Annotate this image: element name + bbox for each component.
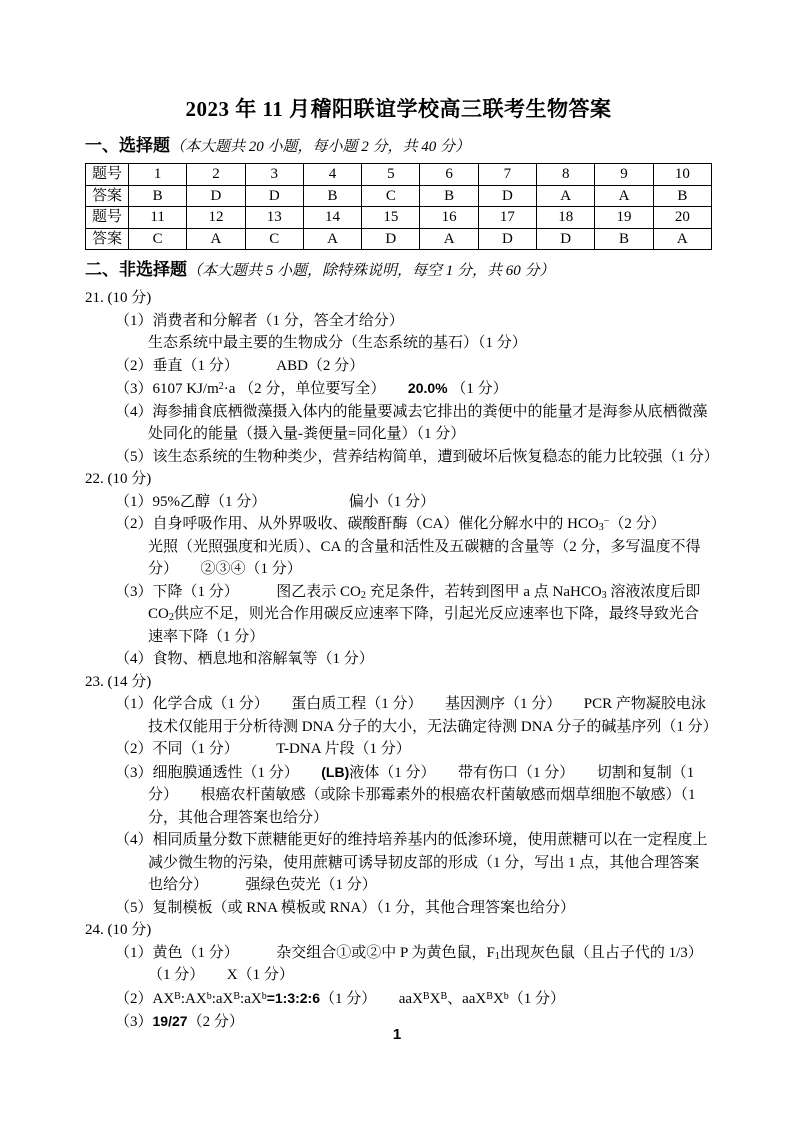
- section2-heading-note: （本大题共 5 小题，除特殊说明，每空 1 分，共 60 分）: [187, 263, 555, 279]
- question-23-item-3: （3）细胞膜通透性（1 分） (LB)液体（1 分） 带有伤口（1 分） 切割和复制（1 分） 根癌农杆菌敏感（或除卡那霉素外的根癌农杆菌敏感而烟草细胞不敏感）（1 分，其他合理答案也给分）: [115, 763, 696, 826]
- table-cell: C: [245, 228, 303, 250]
- question-number: 21.: [85, 290, 104, 306]
- question-number-row: [86, 207, 712, 229]
- question-21-item-4: （4）海参捕食底栖微藻摄入体内的能量要减去它排出的粪便中的能量才是海参从底栖微藻处同化的能量（摄入量-粪便量=同化量）（1 分）: [115, 403, 708, 442]
- question-22-item-2: （2）自身呼吸作用、从外界吸收、碳酸酐酶（CA）催化分解水中的 $HCO_3^-(2$ 分） 光照（光照强度和光质）、CA 的含量和活性及五碳糖的含量等（2 分，多写温度不得分） ②③④（1 分）: [115, 516, 701, 577]
- question-21-header: [85, 287, 712, 310]
- table-cell: 19: [595, 207, 653, 229]
- answer-row: [86, 185, 712, 207]
- table-cell: B: [420, 185, 478, 207]
- question-21-item-5: （5）该生态系统的生物种类少，营养结构简单，遭到破坏后恢复稳态的能力比较强（1 分）: [115, 448, 719, 465]
- table-cell: 6: [420, 164, 478, 186]
- table-cell: 3: [245, 164, 303, 186]
- table-cell: A: [187, 228, 245, 250]
- section2-heading-label: 二、非选择题: [85, 260, 187, 279]
- table-cell: A: [537, 185, 595, 207]
- questions-container: [85, 287, 719, 1034]
- question-23-header: [85, 671, 712, 694]
- question-23-item-1: （1）化学合成（1 分） 蛋白质工程（1 分） 基因测序（1 分） PCR 产物凝胶电泳技术仅能用于分析待测 DNA 分子的大小，无法确定待测 DNA 分子的碱基序列（1 分）: [115, 696, 718, 735]
- question-22-item-3: （3）下降（1 分） 图乙表示 $CO_2$ 充足条件，若转到图甲 a 点 NaHCO$_3$ 溶液浓度后即 $CO_2$供应不足，则光合作用碳反应速率下降，引起光反应速率也下降，最终导致光合速率下降（1 分）: [115, 583, 701, 645]
- question-23-item-4: （4）相同质量分数下蔗糖能更好的维持培养基内的低渗环境，使用蔗糖可以在一定程度上减少微生物的污染，使用蔗糖可诱导韧皮部的形成（1 分，写出 1 点，其他合理答案也给分） 强绿色荧光（1 分）: [115, 832, 708, 893]
- table-cell: D: [245, 185, 303, 207]
- table-cell: 10: [653, 164, 711, 186]
- table-cell: D: [362, 228, 420, 250]
- section1-heading-note: （本大题共 20 小题，每小题 2 分，共 40 分）: [170, 139, 471, 155]
- page-number: 1: [392, 1026, 402, 1043]
- table-cell: B: [595, 228, 653, 250]
- table-cell: 14: [303, 207, 361, 229]
- table-cell: 18: [537, 207, 595, 229]
- question-22-item-1: （1）95%乙醇（1 分） 偏小（1 分）: [115, 493, 435, 510]
- table-cell: A: [303, 228, 361, 250]
- section2-heading: [85, 258, 712, 283]
- table-cell: D: [187, 185, 245, 207]
- question-21-item-1: （1）消费者和分解者（1 分，答全才给分） 生态系统中最主要的生物成分（生态系统的基石）（1 分）: [115, 312, 527, 351]
- question-number: 22.: [85, 471, 104, 487]
- question-21-item-2: （2）垂直（1 分） ABD（2 分）: [115, 357, 365, 374]
- answer-table-body: [86, 164, 712, 250]
- table-cell: 20: [653, 207, 711, 229]
- row-label-cell: 答案: [86, 228, 129, 250]
- row-label-cell: 题号: [86, 164, 129, 186]
- answer-table: [85, 163, 712, 250]
- table-cell: 5: [362, 164, 420, 186]
- question-21-item-3: （3）6107 $KJ/m^2\cdot a$ （2 分，单位要写全） 20.0% （1 分）: [115, 380, 508, 397]
- table-cell: B: [303, 185, 361, 207]
- table-cell: 9: [595, 164, 653, 186]
- table-cell: 1: [129, 164, 187, 186]
- table-cell: 16: [420, 207, 478, 229]
- question-number: 23.: [85, 673, 104, 690]
- table-cell: 7: [478, 164, 536, 186]
- question-score: (10 分): [103, 922, 152, 938]
- table-cell: 13: [245, 207, 303, 229]
- page-title: 2023 年 11 月稽阳联谊学校高三联考生物答案: [185, 97, 612, 121]
- answer-row: [86, 228, 712, 250]
- table-cell: 4: [303, 164, 361, 186]
- table-cell: B: [129, 185, 187, 207]
- row-label-cell: 题号: [86, 207, 129, 229]
- question-24-item-3: （3）19/27（2 分）: [115, 1013, 244, 1030]
- question-23-item-2: （2）不同（1 分） T-DNA 片段（1 分）: [115, 741, 411, 757]
- question-22-item-4: （4）食物、栖息地和溶解氧等（1 分）: [115, 651, 374, 667]
- table-cell: 12: [187, 207, 245, 229]
- table-cell: C: [129, 228, 187, 250]
- question-24-item-1: （1）黄色（1 分） 杂交组合①或②中 P 为黄色鼠，$F_1$出现灰色鼠（且占子代的 1/3）（1 分） X（1 分）: [115, 944, 703, 983]
- table-cell: 11: [129, 207, 187, 229]
- table-cell: D: [537, 228, 595, 250]
- table-cell: A: [595, 185, 653, 207]
- question-22-header: [85, 468, 712, 491]
- question-24-item-2: $(2)AX^B:AX^b:aX^B:aX^b=1:3:2:6(1$ 分） $aaX^BX^B$、$aaX^BX^b(1$ 分）: [115, 989, 566, 1007]
- table-cell: 2: [187, 164, 245, 186]
- question-score: (10 分): [103, 290, 152, 306]
- table-cell: 17: [478, 207, 536, 229]
- section1-heading: [85, 134, 712, 159]
- table-cell: D: [478, 185, 536, 207]
- table-cell: C: [362, 185, 420, 207]
- question-24-header: [85, 919, 712, 942]
- table-cell: 15: [362, 207, 420, 229]
- table-cell: A: [420, 228, 478, 250]
- question-number-row: [86, 164, 712, 186]
- question-score: (14 分): [103, 673, 152, 690]
- table-cell: 8: [537, 164, 595, 186]
- table-cell: B: [653, 185, 711, 207]
- section1-heading-label: 一、选择题: [85, 136, 170, 155]
- question-number: 24.: [85, 922, 104, 938]
- table-cell: D: [478, 228, 536, 250]
- table-cell: A: [653, 228, 711, 250]
- row-label-cell: 答案: [86, 185, 129, 207]
- question-23-item-5: （5）复制模板（或 RNA 模板或 RNA）（1 分，其他合理答案也给分）: [115, 899, 576, 916]
- question-score: (10 分): [103, 471, 152, 487]
